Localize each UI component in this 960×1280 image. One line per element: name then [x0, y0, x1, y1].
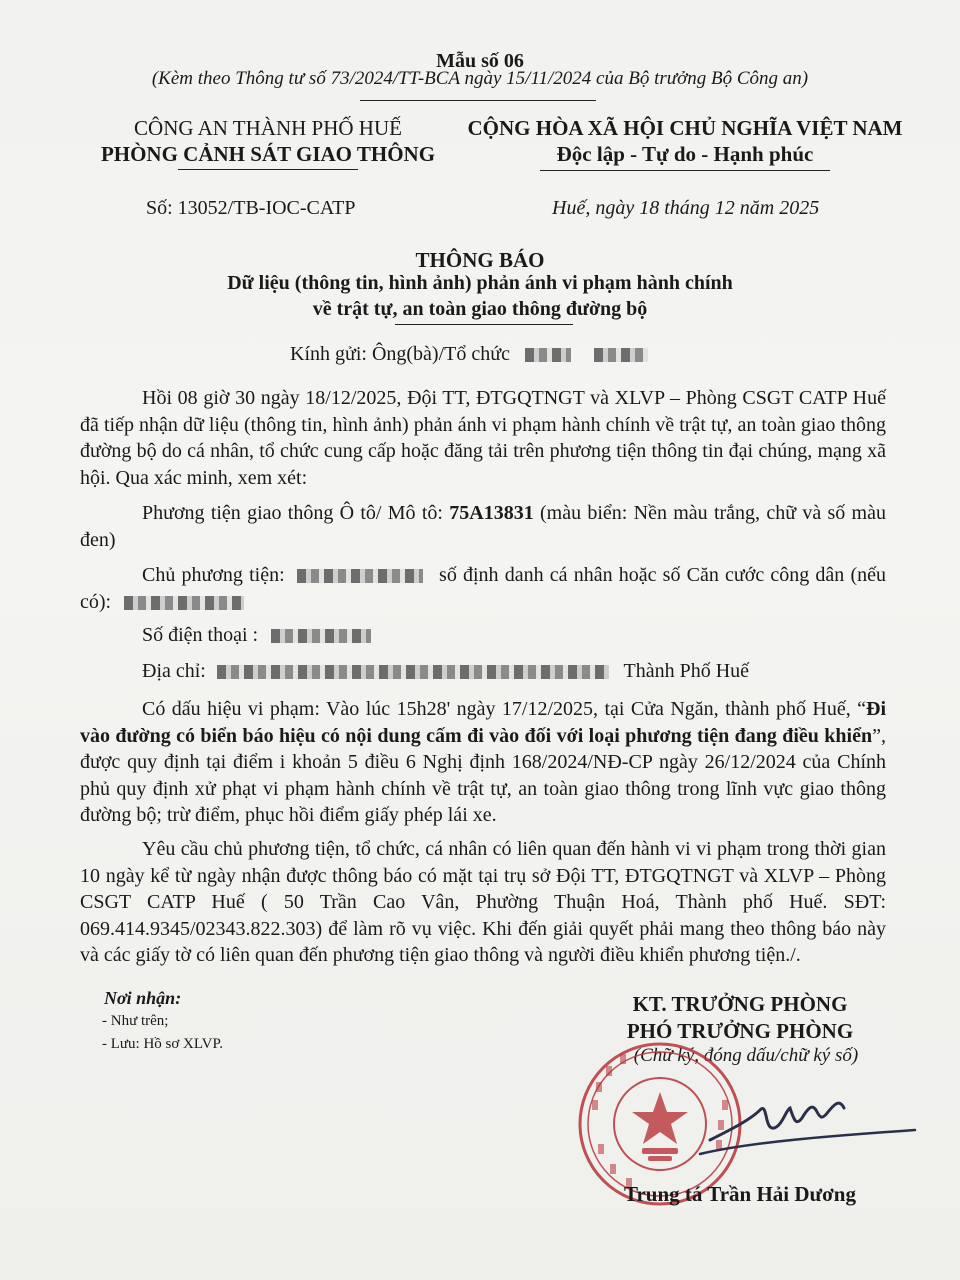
- violation-suffix: ”, được quy định tại điểm i khoản 5 điều 6 Nghị định 168/2024/NĐ-CP ngày 26/12/2024 của Chính phủ quy định xử phạt vi phạm hành chính về trật tự, an toàn giao thông trong lĩnh vực giao thông đường bộ; trừ điểm, phục hồi điểm giấy phép lái xe.: [80, 724, 886, 826]
- recipient-label: Kính gửi: Ông(bà)/Tổ chức: [290, 343, 510, 365]
- motto: Độc lập - Tự do - Hạnh phúc: [556, 142, 814, 166]
- redacted-recipient-surname: [594, 348, 648, 362]
- title-rule: [395, 324, 573, 325]
- handwritten-signature: [690, 1080, 920, 1170]
- redacted-owner-id: [124, 596, 244, 610]
- recipients-item-1: - Như trên;: [102, 1013, 169, 1029]
- phone-line: [80, 622, 886, 649]
- document-number: Số: 13052/TB-IOC-CATP: [146, 197, 356, 219]
- address-line: [80, 658, 886, 685]
- vehicle-plate: 75A13831: [449, 502, 534, 524]
- signature-title-1: KT. TRƯỞNG PHÒNG: [632, 992, 848, 1016]
- violation-paragraph: [80, 696, 886, 829]
- violation-description: Đi vào đường có biển báo hiệu có nội dung cấm đi vào đối với loại phương tiện đang điều khiển: [80, 698, 886, 747]
- agency-rule: [178, 169, 358, 170]
- vehicle-paragraph: [80, 500, 886, 553]
- place-date: Huế, ngày 18 tháng 12 năm 2025: [552, 197, 820, 219]
- owner-label: Chủ phương tiện:: [142, 564, 285, 586]
- request-paragraph: Yêu cầu chủ phương tiện, tổ chức, cá nhân có liên quan đến hành vi vi phạm trong thời gian 10 ngày kể từ ngày nhận được thông báo có mặt tại trụ sở Đội TT, ĐTGQTNGT và XLVP – Phòng CSGT CATP Huế ( 50 Trần Cao Vân, Phường Thuận Hoá, Thành phố Huế. SĐT: 069.414.9345/02343.822.303) để làm rõ vụ việc. Khi đến giải quyết phải mang theo thông báo này và các giấy tờ có liên quan đến phương tiện giao thông và người điều khiển phương tiện./.: [80, 838, 886, 966]
- form-annotation: (Kèm theo Thông tư số 73/2024/TT-BCA ngày 15/11/2024 của Bộ trưởng Bộ Công an): [151, 68, 809, 89]
- owner-id-text: số định danh cá nhân hoặc số Căn cước công dân (nếu có):: [80, 564, 887, 613]
- signature-title-2: PHÓ TRƯỞNG PHÒNG: [626, 1019, 854, 1043]
- vehicle-prefix: Phương tiện giao thông Ô tô/ Mô tô:: [142, 502, 450, 524]
- address-label: Địa chỉ:: [142, 660, 206, 682]
- redacted-address: [217, 665, 609, 679]
- recipients-heading: Nơi nhận:: [104, 988, 182, 1008]
- motto-rule: [540, 170, 830, 171]
- address-city: Thành Phố Huế: [623, 660, 750, 682]
- intro-paragraph: Hồi 08 giờ 30 ngày 18/12/2025, Đội TT, ĐTGQTNGT và XLVP – Phòng CSGT CATP Huế đã tiếp nhận dữ liệu (thông tin, hình ảnh) phản ánh vi phạm hành chính về trật tự, an toàn giao thông đường bộ do cá nhân, tổ chức cung cấp hoặc đăng tải trên phương tiện thông tin đại chúng, mạng xã hội. Qua xác minh, xem xét:: [80, 387, 886, 489]
- notice-subtitle-2: về trật tự, an toàn giao thông đường bộ: [312, 298, 648, 320]
- redacted-recipient-name: [525, 348, 571, 362]
- redacted-owner-name: [297, 569, 423, 583]
- recipients-item-2: - Lưu: Hồ sơ XLVP.: [102, 1036, 223, 1052]
- owner-paragraph: [80, 562, 886, 615]
- agency-name: PHÒNG CẢNH SÁT GIAO THÔNG: [100, 142, 436, 166]
- agency-parent: CÔNG AN THÀNH PHỐ HUẾ: [134, 116, 402, 140]
- vehicle-suffix: (màu biển: Nền màu trắng, chữ và số màu đen): [80, 502, 886, 551]
- notice-subtitle-1: Dữ liệu (thông tin, hình ảnh) phản ánh vi phạm hành chính: [227, 272, 733, 294]
- nation-name: CỘNG HÒA XÃ HỘI CHỦ NGHĨA VIỆT NAM: [467, 116, 903, 140]
- notice-title: THÔNG BÁO: [415, 248, 545, 272]
- signer-name: Trung tá Trần Hải Dương: [624, 1182, 856, 1206]
- annotation-rule: [360, 100, 596, 101]
- redacted-phone: [271, 629, 371, 643]
- violation-prefix: Có dấu hiệu vi phạm: Vào lúc 15h28' ngày 17/12/2025, tại Cửa Ngăn, thành phố Huế, “: [142, 698, 866, 720]
- phone-label: Số điện thoại :: [142, 624, 259, 646]
- signature-note: (Chữ ký, đóng dấu/chữ ký số): [633, 1045, 859, 1066]
- recipient-line: [290, 343, 648, 366]
- form-number: Mẫu số 06: [436, 50, 524, 72]
